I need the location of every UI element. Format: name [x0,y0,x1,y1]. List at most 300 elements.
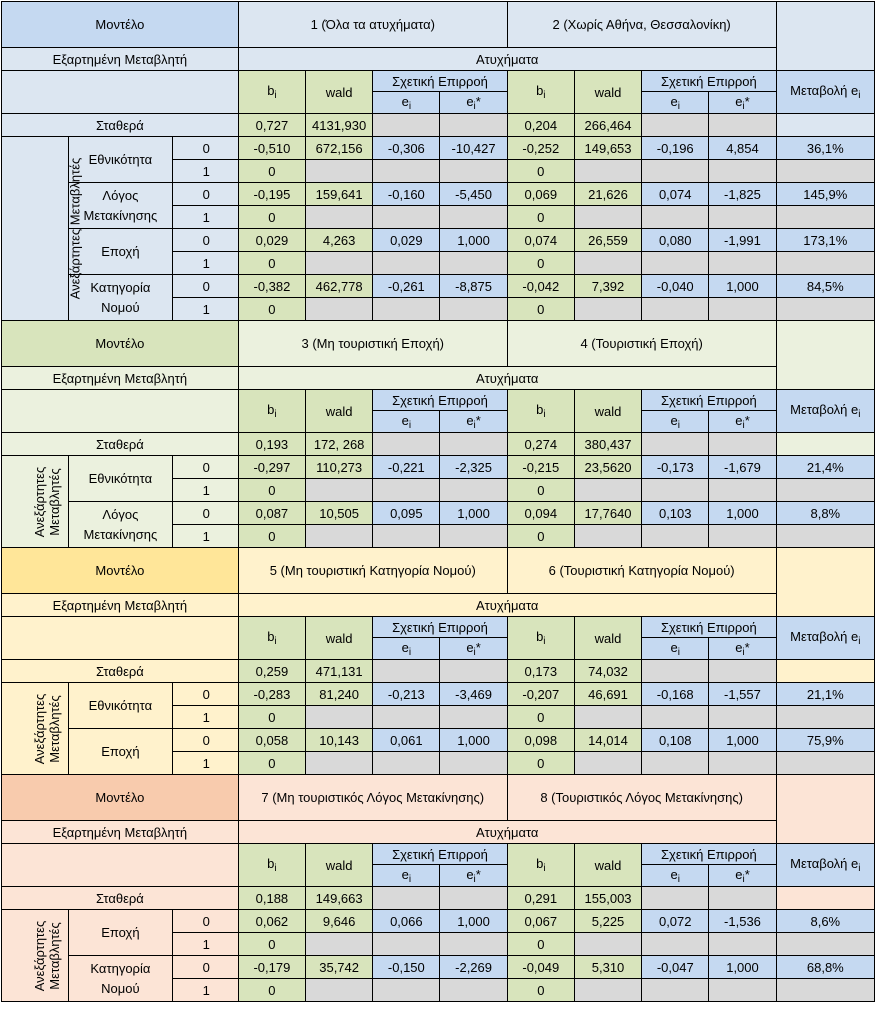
value-cell: 0,062 [238,910,305,933]
value-cell: 0 [507,298,574,321]
change-header [776,617,874,660]
header-symbol: e [735,866,743,882]
variable-name: Εποχή [69,229,172,275]
value-cell: -1,679 [709,456,776,479]
value-cell: 75,9% [776,729,874,752]
e-star-header [440,638,507,660]
value-cell [642,479,709,502]
constant-cell [440,433,507,456]
constant-cell [373,433,440,456]
header-subscript: i [473,646,476,658]
value-cell: 0,069 [507,183,574,206]
value-cell: -0,196 [642,137,709,160]
value-cell: -1,557 [709,683,776,706]
category-code: 1 [172,206,238,229]
wald-header: wald [306,617,373,660]
value-cell [776,206,874,229]
value-cell: 0,094 [507,502,574,525]
value-cell: -0,215 [507,456,574,479]
header-subscript: i [742,419,745,431]
value-cell [440,706,507,729]
constant-cell: 380,437 [574,433,641,456]
category-code: 0 [172,502,238,525]
value-cell: 0 [238,479,305,502]
e-header [373,865,440,887]
value-cell: 81,240 [306,683,373,706]
relative-influence-header: Σχετική Επιρροή [642,844,776,865]
value-cell: -0,306 [373,137,440,160]
value-cell: 21,4% [776,456,874,479]
value-cell: -0,510 [238,137,305,160]
variable-name: Εποχή [69,729,172,775]
constant-cell: 149,663 [306,887,373,910]
variable-name: Εθνικότητα [69,683,172,729]
value-cell: 8,6% [776,910,874,933]
model-label: Μοντέλο [2,321,239,367]
value-cell [642,933,709,956]
header-symbol: e [670,93,678,109]
category-code: 1 [172,252,238,275]
category-code: 0 [172,910,238,933]
e-header [642,92,709,114]
value-cell [709,979,776,1002]
header-subscript: i [742,100,745,112]
value-cell: -3,469 [440,683,507,706]
value-cell [642,252,709,275]
header-symbol: b [536,629,544,644]
constant-cell [709,114,776,137]
b-header [238,844,305,887]
constant-cell: 74,032 [574,660,641,683]
value-cell [574,206,641,229]
value-cell [574,298,641,321]
value-cell [306,479,373,502]
value-cell: 145,9% [776,183,874,206]
value-cell [574,252,641,275]
constant-cell [373,887,440,910]
value-cell: 0 [238,298,305,321]
independent-variables-label [2,910,69,1002]
value-cell [776,525,874,548]
right-model-name: 2 (Χωρίς Αθήνα, Θεσσαλονίκη) [507,2,776,48]
header-subscript: i [408,100,412,112]
value-cell [373,298,440,321]
value-cell [574,706,641,729]
constant-cell [776,114,874,137]
header-subscript: i [742,873,745,885]
value-cell: 0,080 [642,229,709,252]
relative-influence-header: Σχετική Επιρροή [373,71,507,92]
constant-cell: 4131,930 [306,114,373,137]
value-cell: 173,1% [776,229,874,252]
value-cell [373,206,440,229]
value-cell: 35,742 [306,956,373,979]
header-suffix: * [744,412,750,428]
variable-name: Λόγος Μετακίνησης [69,502,172,548]
header-symbol: b [536,402,544,417]
value-cell [574,979,641,1002]
e-star-header [709,865,776,887]
category-code: 0 [172,956,238,979]
relative-influence-header: Σχετική Επιρροή [373,617,507,638]
value-cell [709,933,776,956]
value-cell: -0,382 [238,275,305,298]
dependent-label: Εξαρτημένη Μεταβλητή [2,367,239,390]
change-header [776,844,874,887]
category-code: 1 [172,160,238,183]
header-blank [2,617,239,660]
value-cell: -0,252 [507,137,574,160]
left-model-name: 5 (Μη τουριστική Κατηγορία Νομού) [238,548,507,594]
header-symbol: e [670,412,678,428]
constant-cell [709,433,776,456]
value-cell: 0 [507,160,574,183]
value-cell [642,298,709,321]
value-cell: 0,066 [373,910,440,933]
header-suffix: * [475,412,481,428]
category-code: 0 [172,683,238,706]
value-cell [574,933,641,956]
value-cell: -0,179 [238,956,305,979]
dependent-label: Εξαρτημένη Μεταβλητή [2,48,239,71]
header-symbol: b [267,83,275,98]
constant-cell: 0,291 [507,887,574,910]
value-cell: -0,047 [642,956,709,979]
value-cell [440,933,507,956]
value-cell [776,252,874,275]
header-subscript: i [473,419,476,431]
constant-cell [776,433,874,456]
value-cell: 0,108 [642,729,709,752]
model-table-1 [1,1,875,321]
value-cell [306,206,373,229]
model-table-2 [1,320,875,548]
independent-variables-label [2,137,83,321]
wald-header: wald [574,844,641,887]
constant-cell: 172, 268 [306,433,373,456]
header-subscript: i [473,100,476,112]
header-subscript: i [858,90,861,101]
value-cell [440,298,507,321]
value-cell: 0,029 [238,229,305,252]
header-subscript: i [543,636,546,647]
header-subscript: i [543,90,546,101]
value-cell: 0 [507,752,574,775]
category-code: 0 [172,275,238,298]
header-subscript: i [543,863,546,874]
header-subscript: i [408,646,412,658]
value-cell: -0,195 [238,183,305,206]
value-cell: -0,049 [507,956,574,979]
value-cell [373,979,440,1002]
value-cell [776,298,874,321]
value-cell [440,252,507,275]
header-symbol: e [735,412,743,428]
value-cell: -0,261 [373,275,440,298]
value-cell [709,479,776,502]
value-cell: 14,014 [574,729,641,752]
value-cell [373,752,440,775]
value-cell [642,525,709,548]
value-cell [306,979,373,1002]
constant-label: Σταθερά [2,433,239,456]
value-cell [373,479,440,502]
independent-variables-text: Ανεξάρτητες Μεταβλητές [32,920,62,991]
header-suffix: * [744,639,750,655]
value-cell: -8,875 [440,275,507,298]
value-cell: 10,505 [306,502,373,525]
e-star-header [709,638,776,660]
header-subscript: i [677,873,680,885]
wald-header: wald [574,617,641,660]
value-cell [440,752,507,775]
value-cell: 9,646 [306,910,373,933]
header-subscript: i [858,409,861,420]
header-symbol: Μεταβολή e [790,402,859,417]
e-star-header [440,92,507,114]
value-cell: 0 [238,979,305,1002]
constant-cell: 0,274 [507,433,574,456]
independent-variables-text: Ανεξάρτητες Μεταβλητές [32,466,62,537]
variable-name: Κατηγορία Νομού [69,956,172,1002]
value-cell: 1,000 [709,956,776,979]
dependent-value: Ατυχήματα [238,594,776,617]
header-subscript: i [858,636,861,647]
constant-cell: 0,193 [238,433,305,456]
constant-label: Σταθερά [2,114,239,137]
header-symbol: e [466,93,474,109]
value-cell: 8,8% [776,502,874,525]
relative-influence-header: Σχετική Επιρροή [642,390,776,411]
model-table-3 [1,547,875,775]
header-symbol: e [401,866,409,882]
value-cell [306,525,373,548]
header-suffix: * [475,639,481,655]
wald-header: wald [306,390,373,433]
model-label: Μοντέλο [2,2,239,48]
value-cell [306,160,373,183]
value-cell: -0,221 [373,456,440,479]
model-table-4 [1,774,875,1002]
wald-header: wald [574,390,641,433]
constant-label: Σταθερά [2,887,239,910]
value-cell: -0,040 [642,275,709,298]
value-cell: 0,087 [238,502,305,525]
value-cell: 0 [238,933,305,956]
value-cell: -1,536 [709,910,776,933]
category-code: 1 [172,933,238,956]
header-symbol: e [401,412,409,428]
value-cell [440,979,507,1002]
header-symbol: b [536,856,544,871]
change-header [776,390,874,433]
constant-cell [440,660,507,683]
variable-name: Εποχή [69,910,172,956]
category-code: 1 [172,479,238,502]
category-code: 0 [172,729,238,752]
value-cell: 0,067 [507,910,574,933]
constant-cell [709,660,776,683]
value-cell [642,979,709,1002]
category-code: 1 [172,525,238,548]
value-cell [776,479,874,502]
value-cell: 7,392 [574,275,641,298]
value-cell: 1,000 [440,502,507,525]
header-suffix: * [744,93,750,109]
value-cell: 0,103 [642,502,709,525]
title-spacer [776,775,874,844]
header-symbol: Μεταβολή e [790,856,859,871]
value-cell: -1,825 [709,183,776,206]
header-symbol: e [670,639,678,655]
wald-header: wald [306,71,373,114]
header-symbol: Μεταβολή e [790,83,859,98]
constant-cell [440,114,507,137]
value-cell: -2,325 [440,456,507,479]
constant-cell [642,887,709,910]
header-blank [2,71,239,114]
header-symbol: b [536,83,544,98]
value-cell: -0,042 [507,275,574,298]
value-cell: 0,029 [373,229,440,252]
value-cell [440,525,507,548]
wald-header: wald [306,844,373,887]
value-cell: 0,074 [642,183,709,206]
value-cell: 46,691 [574,683,641,706]
dependent-value: Ατυχήματα [238,821,776,844]
value-cell [776,160,874,183]
header-symbol: b [267,629,275,644]
value-cell: 0,058 [238,729,305,752]
e-star-header [709,92,776,114]
model-label: Μοντέλο [2,548,239,594]
e-header [642,411,709,433]
value-cell [776,706,874,729]
constant-cell [642,433,709,456]
value-cell: 21,626 [574,183,641,206]
category-code: 1 [172,706,238,729]
category-code: 1 [172,979,238,1002]
relative-influence-header: Σχετική Επιρροή [373,844,507,865]
value-cell: 5,310 [574,956,641,979]
header-suffix: * [744,866,750,882]
value-cell: 1,000 [709,275,776,298]
header-subscript: i [858,863,861,874]
dependent-label: Εξαρτημένη Μεταβλητή [2,594,239,617]
value-cell: 0 [507,206,574,229]
value-cell: 0 [507,479,574,502]
value-cell: -5,450 [440,183,507,206]
right-model-name: 6 (Τουριστική Κατηγορία Νομού) [507,548,776,594]
e-header [642,865,709,887]
value-cell [373,933,440,956]
b-header [238,390,305,433]
value-cell: 1,000 [440,729,507,752]
header-suffix: * [475,93,481,109]
independent-variables-label [2,683,69,775]
header-symbol: e [401,93,409,109]
value-cell [440,160,507,183]
header-symbol: Μεταβολή e [790,629,859,644]
value-cell: 0,098 [507,729,574,752]
value-cell: 4,263 [306,229,373,252]
b-header [507,617,574,660]
header-blank [2,390,239,433]
b-header [507,71,574,114]
value-cell: 110,273 [306,456,373,479]
relative-influence-header: Σχετική Επιρροή [373,390,507,411]
header-subscript: i [274,863,277,874]
value-cell: 672,156 [306,137,373,160]
header-symbol: b [267,402,275,417]
value-cell: 0 [507,252,574,275]
constant-cell: 0,727 [238,114,305,137]
value-cell: 4,854 [709,137,776,160]
header-symbol: e [735,93,743,109]
value-cell: -0,297 [238,456,305,479]
value-cell [440,206,507,229]
variable-name: Κατηγορία Νομού [69,275,172,321]
value-cell [574,160,641,183]
constant-cell [709,887,776,910]
value-cell [642,206,709,229]
category-code: 1 [172,752,238,775]
value-cell: -2,269 [440,956,507,979]
dependent-value: Ατυχήματα [238,48,776,71]
value-cell [642,706,709,729]
constant-cell [373,114,440,137]
variable-name: Εθνικότητα [69,456,172,502]
header-subscript: i [742,646,745,658]
value-cell: -0,173 [642,456,709,479]
value-cell: 0 [238,752,305,775]
value-cell: 159,641 [306,183,373,206]
value-cell: 0 [507,706,574,729]
value-cell: 23,5620 [574,456,641,479]
value-cell: 21,1% [776,683,874,706]
value-cell: -0,150 [373,956,440,979]
e-header [373,638,440,660]
value-cell: 0 [507,525,574,548]
category-code: 0 [172,456,238,479]
regression-results-sheet [1,1,877,1016]
value-cell [642,160,709,183]
value-cell: 84,5% [776,275,874,298]
header-subscript: i [408,419,412,431]
value-cell: 0,072 [642,910,709,933]
header-blank [2,844,239,887]
e-header [642,638,709,660]
header-symbol: e [466,639,474,655]
constant-cell: 266,464 [574,114,641,137]
title-spacer [776,321,874,390]
value-cell: 1,000 [440,229,507,252]
left-model-name: 3 (Μη τουριστική Εποχή) [238,321,507,367]
value-cell: 1,000 [709,729,776,752]
value-cell [373,706,440,729]
header-subscript: i [677,100,680,112]
header-symbol: e [735,639,743,655]
constant-cell: 0,188 [238,887,305,910]
value-cell: 0 [238,525,305,548]
header-subscript: i [473,873,476,885]
value-cell: 0 [507,979,574,1002]
value-cell: 36,1% [776,137,874,160]
header-subscript: i [274,636,277,647]
dependent-value: Ατυχήματα [238,367,776,390]
independent-variables-text: Ανεξάρτητες Μεταβλητές [67,157,83,300]
value-cell: 1,000 [440,910,507,933]
